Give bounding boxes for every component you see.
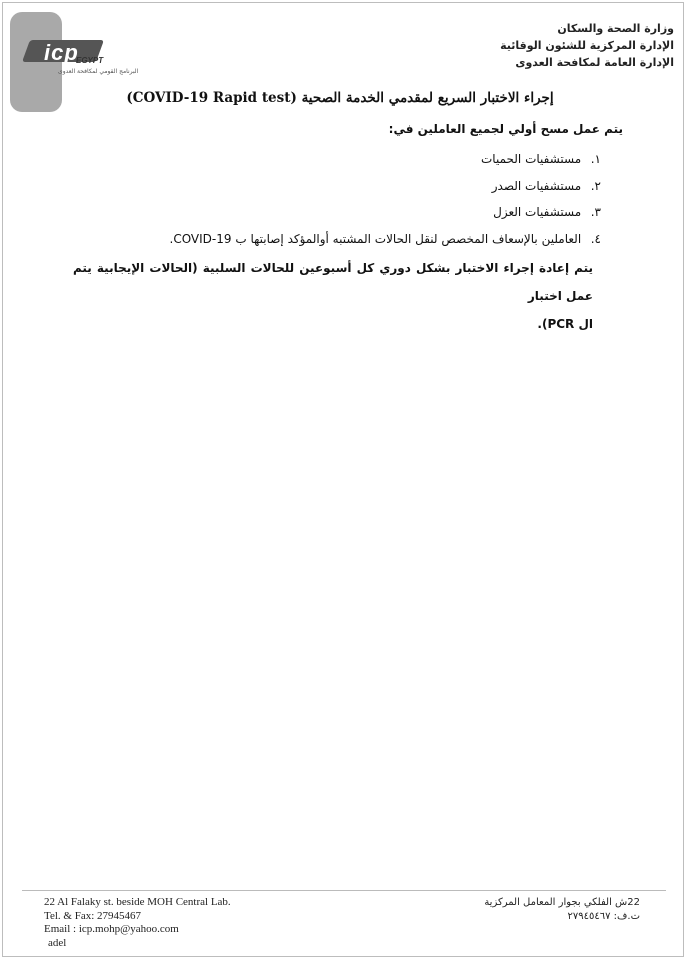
footer-tel-en: Tel. & Fax: 27945467 [44, 909, 142, 922]
list-text: مستشفيات العزل [493, 205, 582, 219]
header-line-3: الإدارة العامة لمكافحة العدوى [515, 56, 674, 69]
ministry-header [500, 20, 674, 71]
footer-contact-en [44, 896, 231, 950]
list-text: مستشفيات الحميات [481, 152, 582, 166]
logo-subtitle: البرنامج القومي لمكافحة العدوى [58, 68, 139, 75]
intro-text: يتم عمل مسح أولي لجميع العاملين في: [388, 122, 623, 136]
logo-text: icp [44, 40, 79, 65]
list-number: ٢. [590, 178, 601, 193]
footer-address-en: 22 Al Falaky st. beside MOH Central Lab. [44, 896, 231, 908]
header-line-1: وزارة الصحة والسكان [557, 22, 674, 35]
footer-signature: adel [48, 936, 67, 949]
logo-egypt-label: EGYPT [76, 56, 104, 65]
note-line-1: يتم إعادة إجراء الاختبار بشكل دوري كل أسبوعين للحالات السلبية (الحالات الإيجابية يتم عمل اختبار [73, 261, 593, 303]
list-item [169, 226, 601, 253]
list-number: ٤. [590, 231, 601, 246]
list-text: العاملين بالإسعاف المخصص لنقل الحالات المشتبه أوالمؤكد إصابتها ب COVID-19. [169, 231, 582, 246]
list-item [169, 173, 601, 200]
document-title: إجراء الاختبار السريع لمقدمي الخدمة الصحية (COVID-19 Rapid test) [126, 90, 554, 106]
footer-address-ar: 22ش الفلكي بجوار المعامل المركزية [484, 897, 640, 908]
list-number: ٣. [590, 205, 601, 219]
list-text: مستشفيات الصدر [491, 178, 582, 193]
footer-divider [22, 890, 666, 891]
list-item [169, 199, 601, 226]
list-number: ١. [590, 152, 601, 166]
list-item [169, 146, 601, 173]
note-line-2: ال PCR). [537, 317, 593, 331]
header-line-2: الإدارة المركزية للشئون الوقائية [500, 39, 674, 52]
footer-contact-ar [484, 896, 640, 924]
footer-tel-ar: ت.ف: ٢٧٩٤٥٤٦٧ [567, 911, 640, 922]
facility-list [169, 146, 601, 252]
footer-email: Email : icp.mohp@yahoo.com [44, 923, 179, 935]
retest-note [73, 254, 593, 338]
